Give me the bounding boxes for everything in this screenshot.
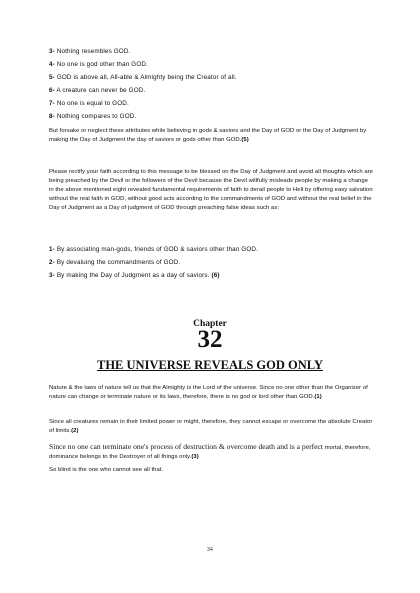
page-number: 34	[207, 547, 213, 553]
list-text: A creature can never be GOD.	[56, 87, 146, 94]
forsake-paragraph	[49, 127, 374, 145]
list-text: No one is god other than GOD.	[56, 61, 148, 68]
list-text: By associating man-gods, friends of GOD & saviors other than GOD.	[56, 246, 258, 253]
terminate-paragraph	[49, 442, 374, 462]
reference-marker: (5)	[241, 136, 249, 143]
paragraph-text: Since all creatures remain in their limited power or might, therefore, they cannot escape or overcome the absolute Creator of limits.	[49, 419, 373, 434]
list-text: By making the Day of Judgment as a day of saviors.	[56, 272, 210, 279]
list-item	[49, 48, 130, 56]
reference-marker: (2)	[71, 427, 79, 434]
list-text: GOD is above all, All-able & Almighty being the Creator of all.	[56, 74, 237, 81]
list-text: No one is equal to GOD.	[56, 100, 129, 107]
list-item	[49, 74, 237, 82]
paragraph-text: Nature & the laws of nature tell us that the Almighty is the Lord of the universe. Since no one other than the Organizer of nature can change or terminate nature or its laws, therefore, there is no god or lord other than GOD.	[49, 385, 368, 400]
blind-paragraph	[49, 466, 374, 475]
list-number: 7-	[49, 100, 55, 107]
paragraph-text: So blind is the one who cannot see all that.	[49, 467, 164, 473]
creatures-paragraph	[49, 418, 374, 436]
list-number: 8-	[49, 113, 55, 120]
chapter-label: Chapter	[193, 319, 227, 329]
list-item	[49, 87, 145, 95]
list-number: 6-	[49, 87, 55, 94]
rectify-paragraph	[49, 168, 374, 213]
nature-paragraph	[49, 384, 374, 402]
paragraph-text: mortal, therefore, dominance belongs to the Destroyer of all things only.	[49, 445, 371, 460]
chapter-title: THE UNIVERSE REVEALS GOD ONLY	[97, 358, 323, 372]
list-item	[49, 259, 180, 267]
list-number: 5-	[49, 74, 55, 81]
paragraph-text: But forsake or neglect these attributes while believing in gods & saviors and the Day of GOD or the Day of Judgment by making the Day of Judgment the day of saviors or gods other than GOD.	[49, 128, 367, 143]
list-number: 3-	[49, 48, 55, 55]
list-number: 3-	[49, 272, 55, 279]
list-number: 2-	[49, 259, 55, 266]
paragraph-text: Please rectify your faith according to this message to be blessed on the Day of Judgment and avoid all thoughts which are being preached by the Devil or the followers of the Devil because the Devil willfully misleads people by making a change in the above mentioned eight revealed fundamental requirements of faith to derail people to Hell by offering easy salvation without the real faith in GOD, without good acts according to the commandments of GOD and without the real belief in the Day of Judgment as a Day of judgment of GOD through preaching false ideas such as:	[49, 169, 373, 211]
list-item	[49, 246, 258, 254]
list-text: By devaluing the commandments of GOD.	[56, 259, 181, 266]
list-item	[49, 272, 220, 280]
list-item	[49, 113, 136, 121]
reference-marker: (3)	[191, 453, 199, 460]
list-item	[49, 100, 129, 108]
reference-marker: (1)	[314, 393, 322, 400]
chapter-number: 32	[197, 326, 223, 353]
list-text: Nothing resembles GOD.	[56, 48, 131, 55]
reference-marker: (6)	[211, 272, 220, 279]
list-number: 4-	[49, 61, 55, 68]
list-item	[49, 61, 148, 69]
paragraph-text-large: Since no one can terminate one's process of destruction & overcome death and is a perfect	[49, 442, 324, 451]
list-text: Nothing compares to GOD.	[56, 113, 137, 120]
list-number: 1-	[49, 246, 55, 253]
